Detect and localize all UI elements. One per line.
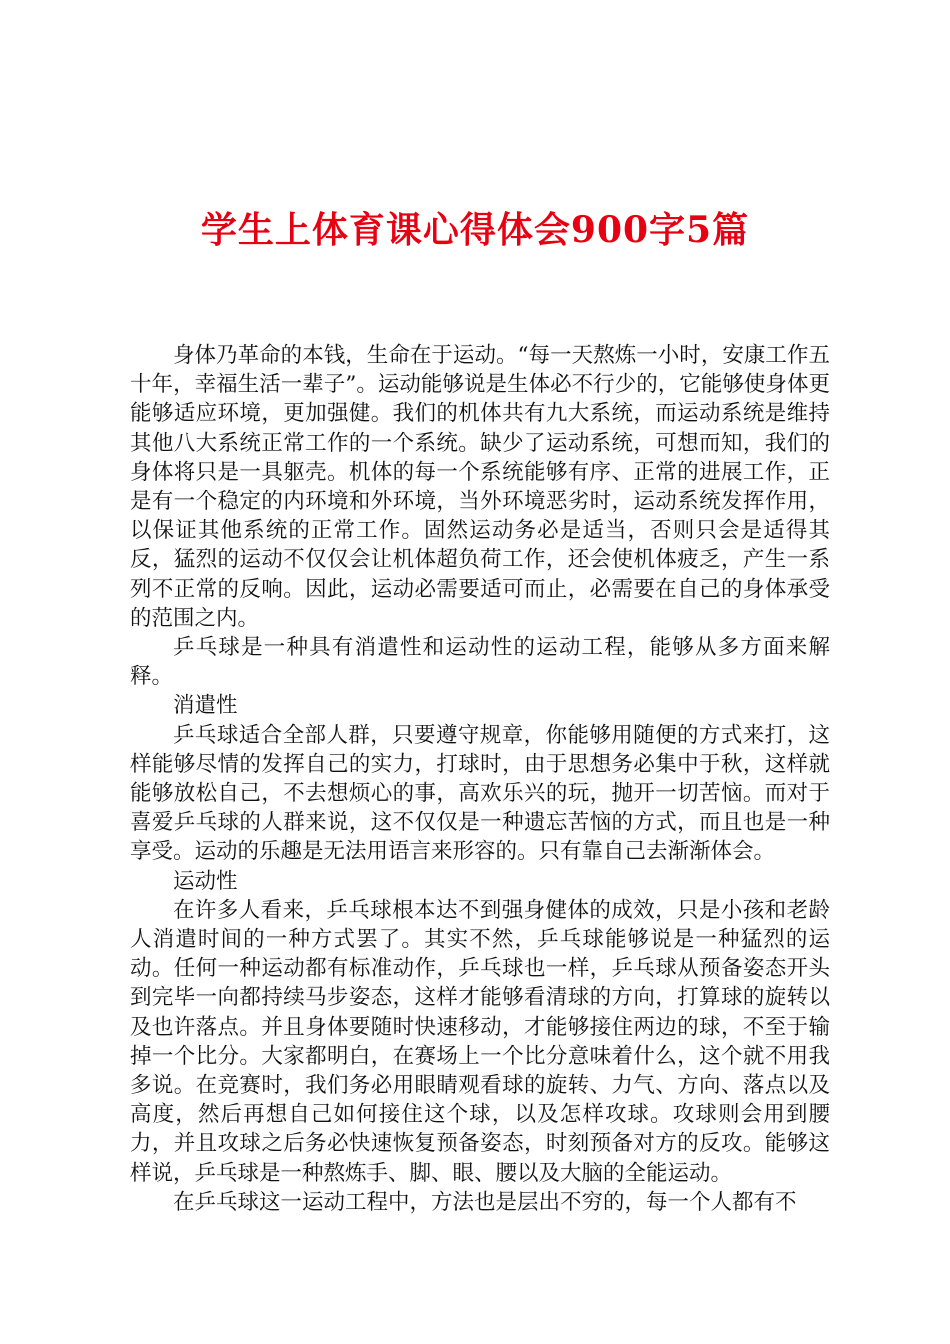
document-title: 学生上体育课心得体会900字5篇 — [200, 209, 750, 251]
subheading-leisure: 消遣性 — [173, 693, 238, 719]
paragraph-pingpong-intro: 乒乓球是一种具有消遣性和运动性的运动工程，能够从多方面来解释。 — [130, 635, 830, 690]
paragraph-technique: 在乒乓球这一运动工程中，方法也是层出不穷的，每一个人都有不 — [173, 1189, 797, 1215]
paragraph-sport: 在许多人看来，乒乓球根本达不到强身健体的成效，只是小孩和老龄人消遣时间的一种方式罢了。其实不然，乒乓球能够说是一种猛烈的运动。任何一种运动都有标准动作，乒乓球也一样，乒乓球从预备姿态开头到完毕一向都持续马步姿态，这样才能够看清球的方向，打算球的旋转以及也许落点。并且身体要随时快速移动，才能够接住两边的球，不至于输掉一个比分。大家都明白，在赛场上一个比分意味着什么，这个就不用我多说。在竞赛时，我们务必用眼睛观看球的旋转、力气、方向、落点以及高度，然后再想自己如何接住这个球，以及怎样攻球。攻球则会用到腰力，并且攻球之后务必快速恢复预备姿态，时刻预备对方的反攻。能够这样说，乒乓球是一种熬炼手、脚、眼、腰以及大脑的全能运动。 — [130, 897, 830, 1186]
paragraph-leisure: 乒乓球适合全部人群，只要遵守规章，你能够用随便的方式来打，这样能够尽情的发挥自己的实力，打球时，由于思想务必集中于秋，这样就能够放松自己，不去想烦心的事，高欢乐兴的玩，抛开一切苦恼。而对于喜爱乒乓球的人群来说，这不仅仅是一种遗忘苦恼的方式，而且也是一种享受。运动的乐趣是无法用语言来形容的。只有靠自己去渐渐体会。 — [130, 722, 830, 865]
document-body — [130, 341, 830, 1217]
subheading-sport: 运动性 — [173, 868, 238, 894]
paragraph-intro: 身体乃革命的本钱，生命在于运动。“每一天熬炼一小时，安康工作五十年，幸福生活一辈子”。运动能够说是生体必不行少的，它能够使身体更能够适应环境，更加强健。我们的机体共有九大系统，而运动系统是维持其他八大系统正常工作的一个系统。缺少了运动系统，可想而知，我们的身体将只是一具躯壳。机体的每一个系统能够有序、正常的进展工作，正是有一个稳定的内环境和外环境，当外环境恶劣时，运动系统发挥作用，以保证其他系统的正常工作。固然运动务必是适当，否则只会是适得其反，猛烈的运动不仅仅会让机体超负荷工作，还会使机体疲乏，产生一系列不正常的反响。因此，运动必需要适可而止，必需要在自己的身体承受的范围之内。 — [130, 343, 830, 631]
